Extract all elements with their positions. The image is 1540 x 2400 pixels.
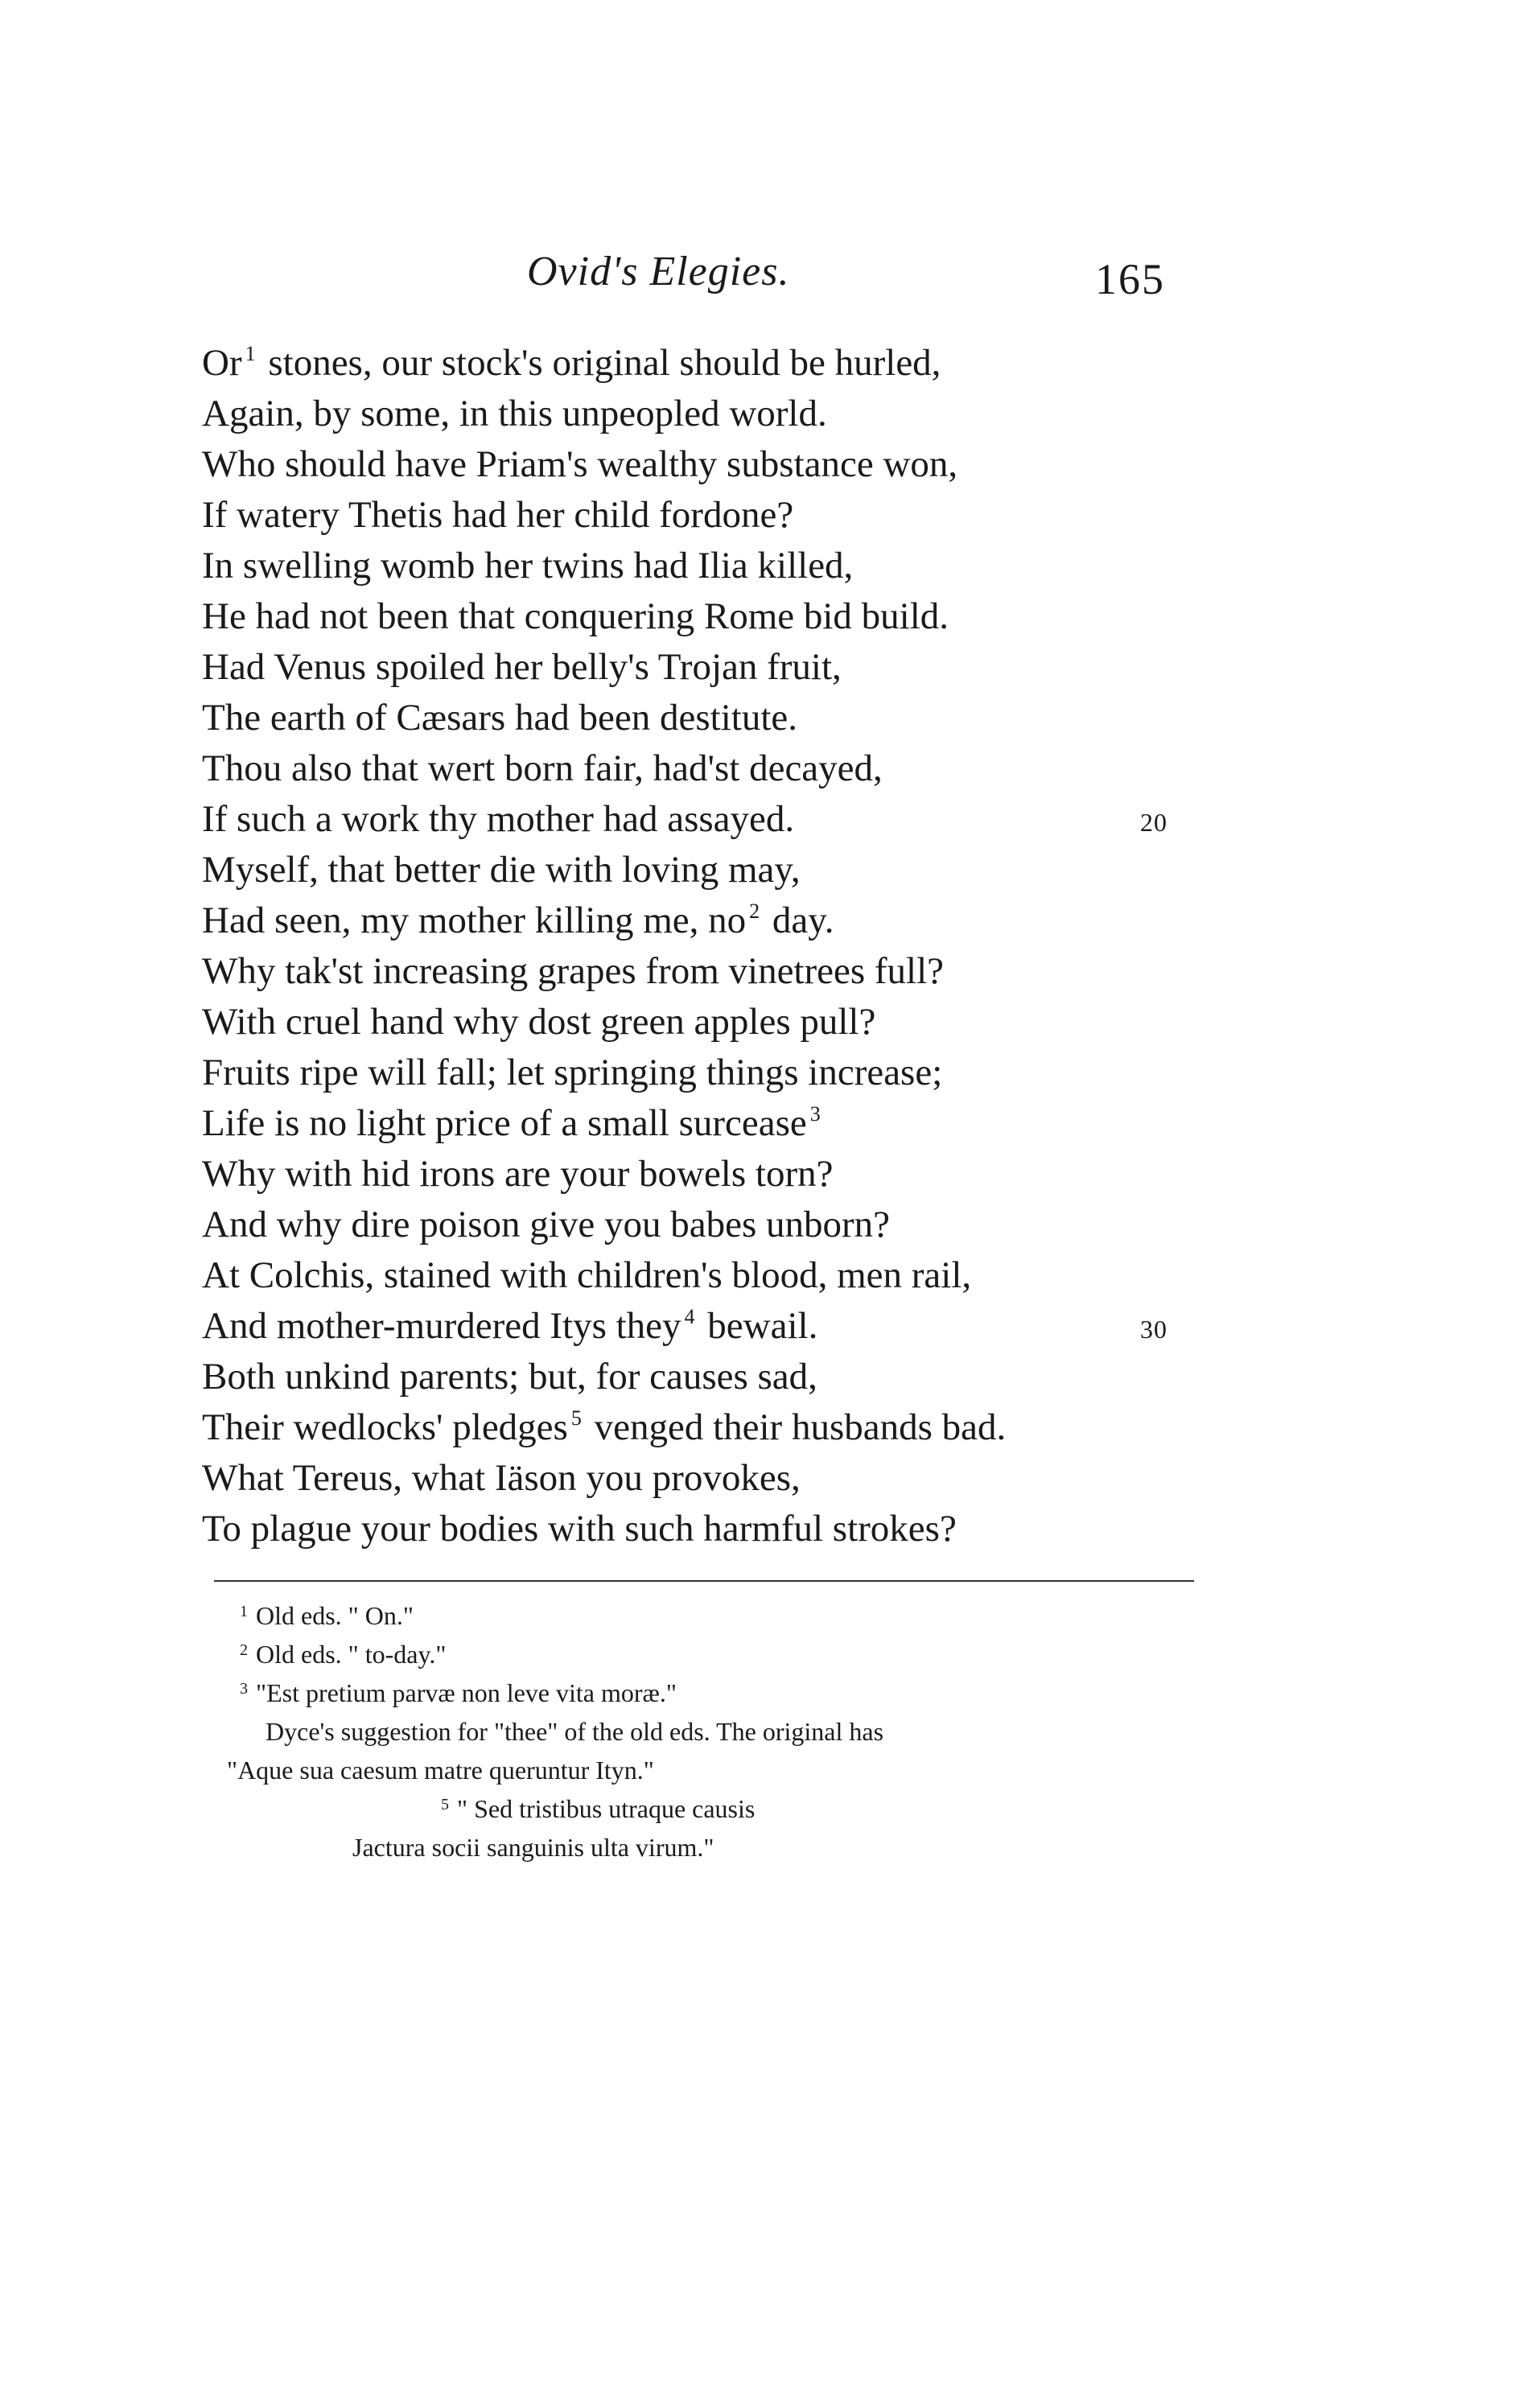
verse-line [202,743,1248,794]
verse-line [202,693,1248,743]
verse-text: In swelling womb her twins had Ilia killed, [202,545,854,587]
footnote-text: "Est pretium parvæ non leve vita moræ." [256,1678,677,1707]
verse-text: Had Venus spoiled her belly's Trojan fruit, [202,646,842,688]
footnote-text: " Sed tristibus utraque causis [457,1794,756,1823]
verse-line [202,439,1248,490]
footnote-rule [214,1580,1194,1582]
footnote-mark: 1 [240,1603,248,1620]
footnote-text: Old eds. " On." [256,1601,414,1630]
verse-line [202,642,1248,693]
verse-text: Had seen, my mother killing me, no [202,899,747,941]
footnote-reference: 5 [570,1406,582,1430]
footnote-1 [240,1598,414,1637]
verse-line [202,895,1248,946]
verse-text: He had not been that conquering Rome bid build. [202,595,949,637]
verse-line [202,845,1248,895]
footnote-text: "Aque sua caesum matre queruntur Ityn." [227,1756,654,1785]
line-number: 30 [1140,1315,1167,1344]
verse-text: bewail. [698,1305,818,1347]
verse-text: Why tak'st increasing grapes from vinetrees full? [202,950,945,992]
footnote-3 [240,1675,677,1715]
footnote-mark: 3 [240,1680,248,1698]
verse-text: Fruits ripe will fall; let springing things increase; [202,1052,943,1093]
footnote-mark: 2 [240,1641,248,1659]
verse-text: Why with hid irons are your bowels torn? [202,1153,834,1195]
verse-text: Thou also that wert born fair, had'st decayed, [202,747,883,789]
verse-text: Their wedlocks' pledges [202,1406,568,1448]
verse-line [202,389,1248,439]
footnote-4-line-2 [227,1752,654,1788]
footnote-text: Dyce's suggestion for "thee" of the old eds. The original has [266,1717,884,1746]
verse-text: And mother-murdered Itys they [202,1305,681,1347]
verse-line [202,1048,1248,1098]
verse-text: stones, our stock's original should be hurled, [258,342,941,384]
footnote-mark: 5 [441,1796,449,1813]
verse-text: Both unkind parents; but, for causes sad, [202,1356,817,1398]
verse-text: And why dire poison give you babes unborn? [202,1204,890,1245]
verse-line [202,794,1248,845]
verse-line [202,1200,1248,1250]
footnote-reference: 2 [749,899,760,923]
verse-line [202,490,1248,541]
verse-text: Myself, that better die with loving may, [202,849,801,891]
footnote-5-line-2 [352,1830,714,1865]
footnote-reference: 1 [245,342,256,365]
footnote-5-line-1 [441,1791,755,1830]
verse-line [202,1149,1248,1200]
footnote-reference: 3 [809,1102,821,1126]
verse-text: If watery Thetis had her child fordone? [202,494,794,536]
verse-line [202,1352,1248,1402]
verse-body [202,338,1248,1554]
verse-text: Life is no light price of a small surcease [202,1102,807,1144]
footnote-2 [240,1636,446,1676]
verse-text: Or [202,342,242,384]
verse-line [202,1098,1248,1149]
verse-line [202,1250,1248,1301]
line-number: 20 [1140,808,1167,837]
verse-line [202,1402,1248,1453]
footnote-reference: 4 [684,1305,695,1328]
verse-text: Again, by some, in this unpeopled world. [202,393,827,434]
verse-text: With cruel hand why dost green apples pull? [202,1001,876,1043]
verse-line [202,1453,1248,1504]
running-head [0,241,1540,306]
verse-line [202,946,1248,997]
verse-text: day. [763,899,834,941]
verse-text: Who should have Priam's wealthy substance won, [202,443,958,485]
page-number: 165 [1095,255,1165,303]
verse-line [202,1504,1248,1554]
verse-text: What Tereus, what Iäson you provokes, [202,1457,801,1499]
running-title: Ovid's Elegies. [527,249,790,294]
verse-text: At Colchis, stained with children's blood, men rail, [202,1254,972,1296]
verse-line [202,591,1248,642]
verse-line [202,1301,1248,1352]
verse-line [202,997,1248,1048]
footnote-text: Jactura socii sanguinis ulta virum." [352,1833,714,1862]
footnote-text: Old eds. " to-day." [256,1640,447,1669]
verse-text: To plague your bodies with such harmful strokes? [202,1508,957,1550]
verse-line [202,541,1248,591]
verse-text: venged their husbands bad. [584,1406,1007,1448]
footnote-4-line-1 [266,1714,883,1749]
verse-text: The earth of Cæsars had been destitute. [202,697,798,739]
verse-line [202,338,1248,389]
verse-text: If such a work thy mother had assayed. [202,798,795,840]
